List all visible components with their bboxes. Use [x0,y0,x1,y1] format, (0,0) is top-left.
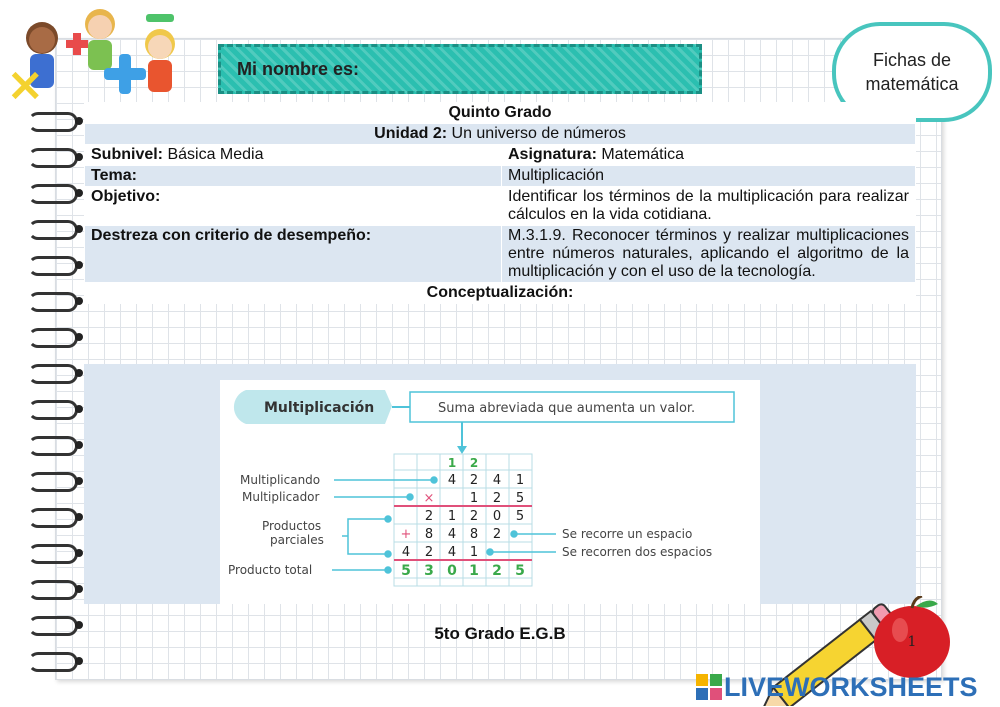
asignatura-label: Asignatura: [508,146,597,163]
partial2-digit: 8 [469,527,479,542]
page-number: 1 [907,634,917,650]
concept-heading: Conceptualización: [85,283,916,304]
notebook-rings [28,112,78,682]
unit-cell [85,124,916,145]
svg-text:×: × [6,57,45,111]
name-banner[interactable] [218,44,702,94]
multiplier-digit: 5 [515,491,525,506]
note-one-space: Se recorre un espacio [562,527,693,541]
tema-value: Multiplicación [502,166,916,187]
partial1-digit: 0 [492,509,502,524]
partial3-digit: 4 [447,545,457,560]
objetivo-value: Identificar los términos de la multiplicación para realizar cálculos en la vida cotidiana. [502,187,916,226]
total-digit: 5 [401,563,411,579]
multiplier-digit: 1 [469,491,479,506]
liveworksheets-logo-icon [696,674,722,700]
multiplier-digit: 2 [492,491,502,506]
liveworksheets-watermark [696,672,978,702]
producto-total-label: Producto total [228,563,313,577]
cloud-title-line-1: Fichas de [872,50,952,70]
carry-digit: 2 [469,456,479,470]
total-digit: 0 [447,563,457,579]
partial2-digit: 4 [447,527,457,542]
watermark-text: LIVEWORKSHEETS [724,671,978,702]
partial3-digit: 1 [469,545,479,560]
partial2-digit: 8 [424,527,434,542]
partial3-digit: 2 [424,545,434,560]
destreza-label: Destreza con criterio de desempeño: [85,226,502,283]
multiplicand-digit: 4 [492,473,502,488]
productos-label-2: parciales [270,533,324,547]
info-table [84,102,916,304]
multiplicador-label: Multiplicador [242,490,320,504]
figure-title: Multiplicación [264,400,375,416]
partial1-digit: 1 [447,509,457,524]
partial1-digit: 2 [424,509,434,524]
subnivel-value: Básica Media [163,146,264,163]
partial2-digit: 2 [492,527,502,542]
multiplicand-digit: 1 [515,473,525,488]
grade-cell: Quinto Grado [85,103,916,124]
partial3-digit: 4 [401,545,411,560]
destreza-value: M.3.1.9. Reconocer términos y realizar multiplicaciones entre números naturales, aplicando el algoritmo de la multiplicación y con el uso de la tecnología. [502,226,916,283]
note-two-spaces: Se recorren dos espacios [562,545,713,559]
multiplication-figure [220,380,760,604]
productos-label-1: Productos [262,519,322,533]
name-label: Mi nombre es: [237,58,360,79]
total-digit: 2 [492,563,502,579]
cloud-title-line-2: matemática [865,74,959,94]
unit-value: Un universo de números [447,125,626,142]
carry-digit: 1 [447,456,457,470]
footer-grade: 5to Grado E.G.B [434,624,566,643]
multiplicand-digit: 2 [469,473,479,488]
times-sign: × [423,491,435,506]
calc-grid [394,454,532,586]
subnivel-label: Subnivel: [91,146,164,163]
multiplicand-digit: 4 [447,473,457,488]
total-digit: 3 [424,563,434,579]
partial1-digit: 5 [515,509,525,524]
subnivel-cell [85,145,502,166]
total-digit: 5 [515,563,525,579]
objetivo-label: Objetivo: [85,187,502,226]
multiplicando-label: Multiplicando [240,473,321,487]
unit-label: Unidad 2: [374,125,448,142]
asignatura-cell [502,145,916,166]
definition-text: Suma abreviada que aumenta un valor. [438,401,696,416]
tema-label: Tema: [85,166,502,187]
partial1-digit: 2 [469,509,479,524]
total-digit: 1 [469,563,479,579]
asignatura-value: Matemática [596,146,685,163]
plus-sign: + [400,527,412,542]
